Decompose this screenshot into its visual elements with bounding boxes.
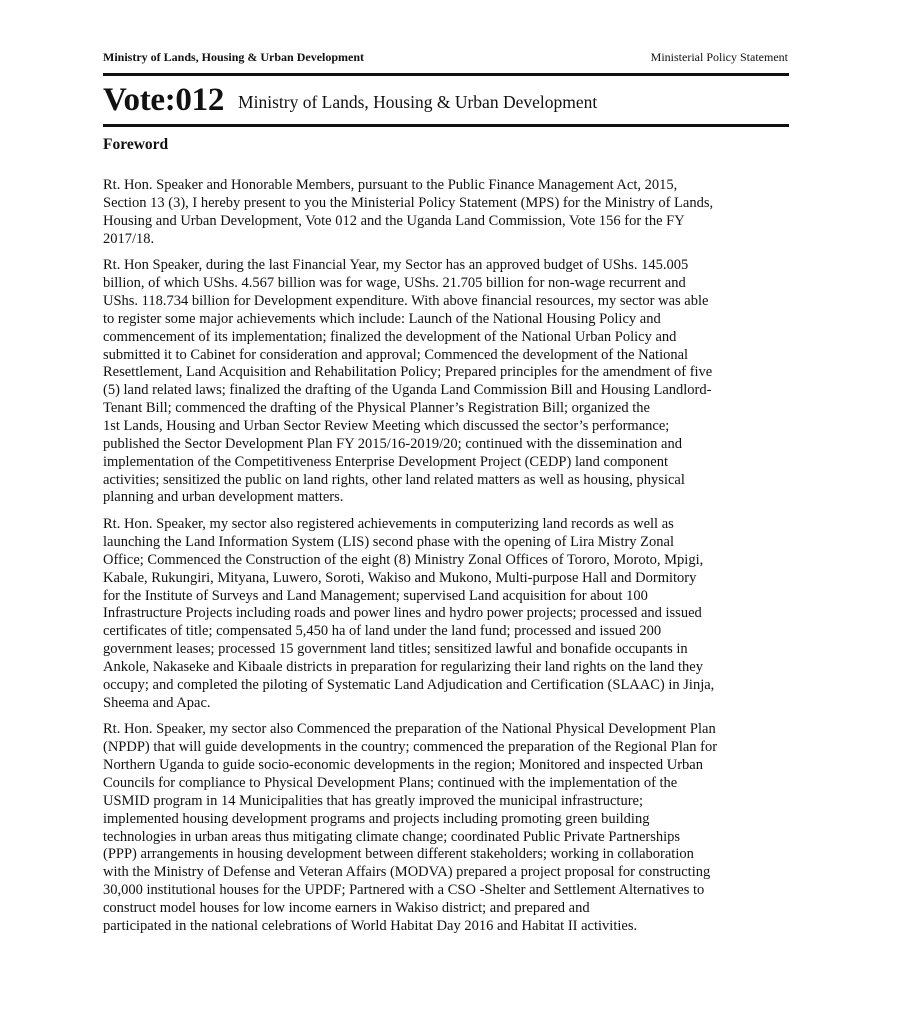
header-rule-top — [103, 73, 789, 76]
paragraph-line: Infrastructure Projects including roads and power lines and hydro power projects; processed and issued — [103, 605, 702, 622]
paragraph-line: activities; sensitized the public on land rights, other land related matters as well as housing, physical — [103, 471, 685, 488]
paragraph-line: certificates of title; compensated 5,450 ha of land under the land fund; processed and issued 200 — [103, 623, 662, 640]
paragraph-line: (PPP) arrangements in housing development between different stakeholders; working in collaboration — [103, 846, 694, 863]
paragraph-line: launching the Land Information System (LIS) second phase with the opening of Lira Mistry Zonal — [103, 534, 675, 551]
paragraph-line: USMID program in 14 Municipalities that has greatly improved the municipal infrastructure; — [103, 792, 643, 809]
paragraph-line: Resettlement, Land Acquisition and Rehabilitation Policy; Prepared principles for the amendment of five — [103, 364, 713, 381]
paragraph-line: Northern Uganda to guide socio-economic developments in the region; Monitored and inspected Urban — [103, 757, 703, 774]
paragraph-line: to register some major achievements which include: Launch of the National Housing Policy and — [103, 310, 661, 327]
paragraph-line: for the Institute of Surveys and Land Management; supervised Land acquisition for about 100 — [103, 587, 648, 604]
paragraph-line: Rt. Hon Speaker, during the last Financial Year, my Sector has an approved budget of UShs. 145.005 — [103, 257, 689, 274]
paragraph — [103, 257, 803, 507]
paragraph — [103, 177, 803, 248]
paragraph-line: participated in the national celebrations of World Habitat Day 2016 and Habitat II activities. — [103, 917, 638, 934]
paragraph-line: (NPDP) that will guide developments in the country; commenced the preparation of the Regional Plan for — [103, 739, 718, 756]
paragraph-line: Councils for compliance to Physical Development Plans; continued with the implementation of the — [103, 775, 678, 791]
paragraph-line: planning and urban development matters. — [103, 489, 344, 506]
running-header — [103, 49, 788, 65]
header-document-type: Ministerial Policy Statement — [650, 50, 788, 64]
paragraph-line: published the Sector Development Plan FY 2015/16-2019/20; continued with the dissemination and — [103, 435, 682, 452]
paragraph-line: technologies in urban areas thus mitigating climate change; coordinated Public Private Partnerships — [103, 828, 681, 845]
vote-number: Vote:012 — [103, 82, 225, 118]
paragraph-line: Office; Commenced the Construction of the eight (8) Ministry Zonal Offices of Tororo, Moroto, Mpigi, — [103, 551, 704, 568]
foreword-body — [103, 177, 803, 945]
vote-ministry-name: Ministry of Lands, Housing & Urban Development — [238, 92, 598, 112]
paragraph-line: implementation of the Competitiveness Enterprise Development Project (CEDP) land component — [103, 453, 668, 470]
paragraph-line: Rt. Hon. Speaker, my sector also Commenced the preparation of the National Physical Development Plan — [103, 721, 716, 738]
paragraph-line: Sheema and Apac. — [103, 694, 211, 711]
paragraph-line: construct model houses for low income earners in Wakiso district; and prepared and — [103, 899, 590, 916]
section-title: Foreword — [103, 136, 169, 153]
paragraph-line: government leases; processed 15 government land titles; sensitized lawful and bonafide occupants in — [103, 641, 688, 658]
paragraph-line: billion, of which UShs. 4.567 billion was for wage, UShs. 21.705 billion for non-wage recurrent and — [103, 275, 686, 292]
paragraph-line: 2017/18. — [103, 230, 155, 247]
paragraph-line: Tenant Bill; commenced the drafting of the Physical Planner’s Registration Bill; organized the — [103, 400, 650, 417]
paragraph-line: UShs. 118.734 billion for Development expenditure. With above financial resources, my sector was able — [103, 293, 709, 310]
paragraph-line: Housing and Urban Development, Vote 012 and the Uganda Land Commission, Vote 156 for the FY — [103, 212, 685, 229]
paragraph-line: Ankole, Nakaseke and Kibaale districts in preparation for regularizing their land rights on the land they — [103, 658, 703, 675]
paragraph-line: Kabale, Rukungiri, Mityana, Luwero, Soroti, Wakiso and Mukono, Multi-purpose Hall and Dormitory — [103, 569, 697, 586]
paragraph-line: (5) land related laws; finalized the drafting of the Uganda Land Commission Bill and Housing Landlord- — [103, 382, 712, 399]
paragraph-line: Rt. Hon. Speaker and Honorable Members, pursuant to the Public Finance Management Act, 2015, — [103, 177, 678, 193]
paragraph-line: with the Ministry of Defense and Veteran Affairs (MODVA) prepared a project proposal for constructing — [103, 864, 711, 881]
header-rule-bottom — [103, 124, 789, 127]
vote-heading — [103, 80, 597, 120]
paragraph — [103, 516, 803, 712]
paragraph-line: implemented housing development programs and projects including promoting green building — [103, 810, 650, 827]
header-ministry-name: Ministry of Lands, Housing & Urban Development — [103, 50, 365, 64]
paragraph-line: Rt. Hon. Speaker, my sector also registered achievements in computerizing land records as well as — [103, 516, 674, 533]
paragraph-line: submitted it to Cabinet for consideration and approval; Commenced the development of the National — [103, 346, 689, 363]
paragraph-line: commencement of its implementation; finalized the development of the National Urban Policy and — [103, 328, 677, 345]
paragraph — [103, 721, 803, 935]
paragraph-line: Section 13 (3), I hereby present to you the Ministerial Policy Statement (MPS) for the Ministry of Lands, — [103, 194, 714, 211]
paragraph-line: occupy; and completed the piloting of Systematic Land Adjudication and Certification (SLAAC) in Jinja, — [103, 676, 715, 693]
paragraph-line: 30,000 institutional houses for the UPDF; Partnered with a CSO -Shelter and Settlement Alternatives to — [103, 882, 705, 899]
paragraph-line: 1st Lands, Housing and Urban Sector Review Meeting which discussed the sector’s performance; — [103, 417, 670, 434]
